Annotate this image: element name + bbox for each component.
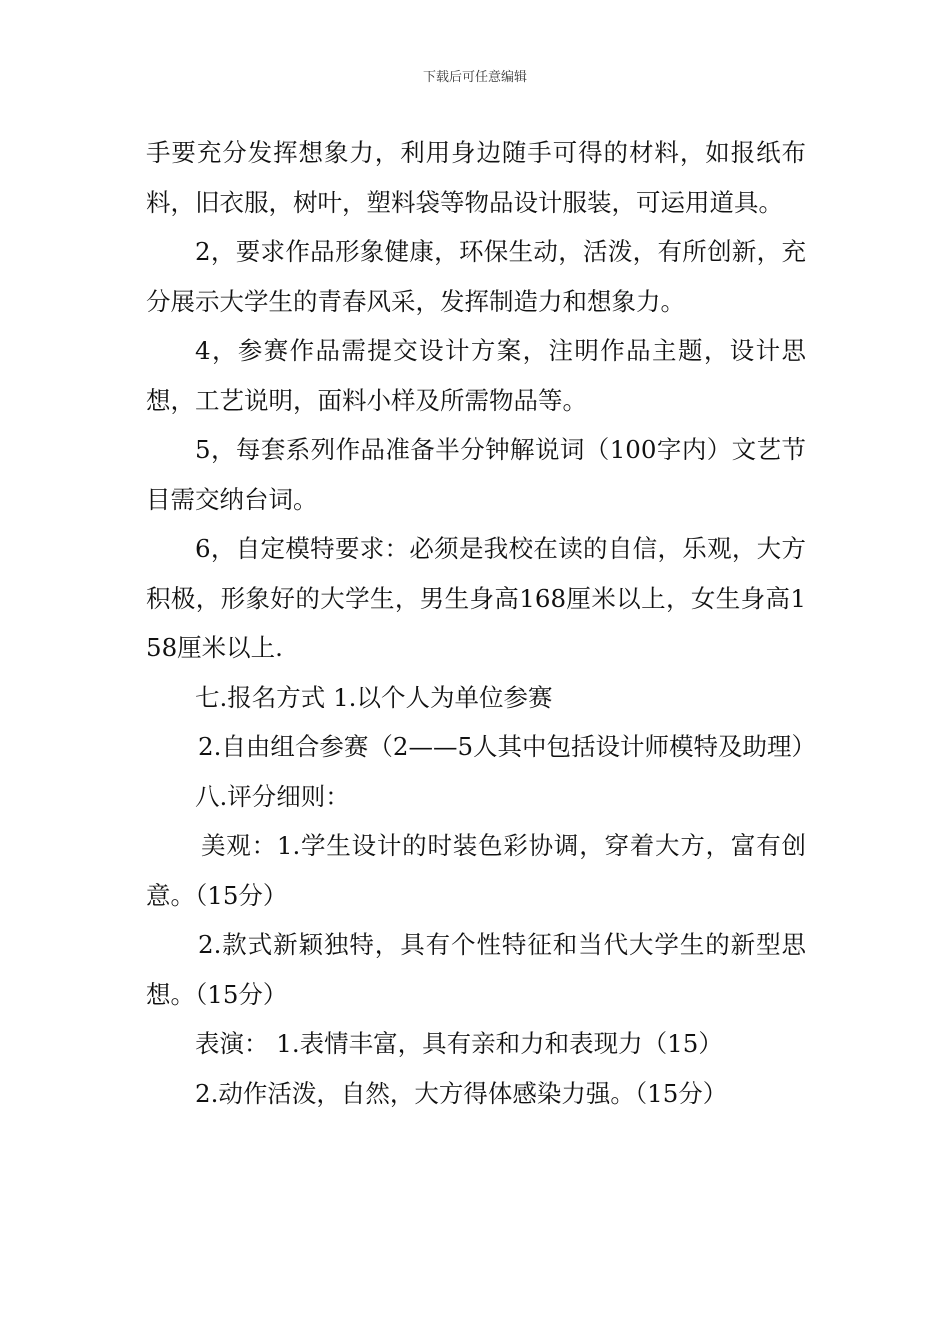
paragraph-requirement-5: 5，每套系列作品准备半分钟解说词（100字内）文艺节目需交纳台词。 xyxy=(146,435,806,514)
document-body xyxy=(146,128,817,1118)
paragraph-scoring-performance-1: 表演： 1.表情丰富，具有亲和力和表现力（15） xyxy=(195,1029,723,1058)
paragraph-scoring-appearance-2: 2.款式新颖独特，具有个性特征和当代大学生的新型思想。（15分） xyxy=(146,930,806,1009)
paragraph-materials: 手要充分发挥想象力，利用身边随手可得的材料，如报纸布料，旧衣服，树叶，塑料袋等物品设计服装，可运用道具。 xyxy=(146,138,806,217)
section-registration-method: 七.报名方式 1.以个人为单位参赛 xyxy=(195,682,553,712)
paragraph-requirement-2: 2，要求作品形象健康，环保生动，活泼，有所创新，充分展示大学生的青春风采，发挥制造力和想象力。 xyxy=(146,237,806,316)
paragraph-scoring-appearance-1: 美观：1.学生设计的时装色彩协调，穿着大方，富有创意。（15分） xyxy=(146,831,806,910)
section-scoring-rules: 八.评分细则： xyxy=(195,781,350,811)
paragraph-requirement-6: 6，自定模特要求：必须是我校在读的自信，乐观，大方积极，形象好的大学生，男生身高168厘米以上，女生身高158厘米以上. xyxy=(146,534,806,662)
paragraph-scoring-performance-2: 2.动作活泼，自然，大方得体感染力强。（15分） xyxy=(195,1078,728,1108)
paragraph-requirement-4: 4，参赛作品需提交设计方案，注明作品主题，设计思想，工艺说明，面料小样及所需物品等。 xyxy=(146,336,806,415)
page-header-note: 下载后可任意编辑 xyxy=(422,70,527,85)
paragraph-registration-2: 2.自由组合参赛（2——5人其中包括设计师模特及助理） xyxy=(198,732,817,761)
